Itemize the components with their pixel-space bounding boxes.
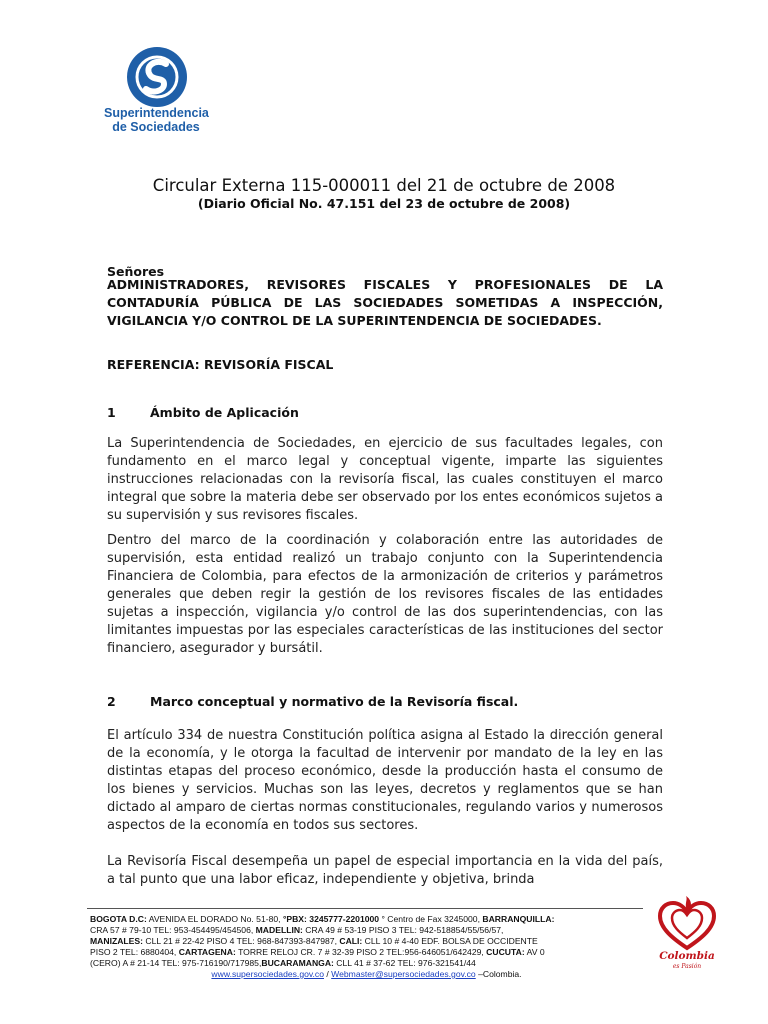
campaign-subtext: es Pasión xyxy=(672,963,702,970)
paragraph: El artículo 334 de nuestra Constitución política asigna al Estado la dirección general de la economía, y le otorga la facultad de intervenir por mandato de la ley en las distintas etapas del proceso económico, desde la producción hasta el consumo de los bienes y servicios. Muchas son las leyes, decretos y reglamentos que se han dictado al amparo de ciertas normas constitucionales, regulando varios y numerosos aspectos de la economía en todos sus sectores. xyxy=(107,728,663,833)
heart-flame-icon xyxy=(652,896,722,952)
footer-line: PISO 2 TEL: 6880404, CARTAGENA: TORRE RELOJ CR. 7 # 32-39 PISO 2 TEL:956-646051/642429, CUCUTA: AV 0 xyxy=(90,947,545,957)
section-number: 2 xyxy=(107,694,116,709)
footer-line: CRA 57 # 79-10 TEL: 953-454495/454506, MADELLIN: CRA 49 # 53-19 PISO 3 TEL: 942-518854/55/56/57, xyxy=(90,925,504,935)
document-title: Circular Externa 115-000011 del 21 de octubre de 2008 xyxy=(152,176,616,195)
supersociedades-emblem-icon xyxy=(126,46,188,108)
footer-line: MANIZALES: CLL 21 # 22-42 PISO 4 TEL: 968-847393-847987, CALI: CLL 10 # 4-40 EDF. BOLSA DE OCCIDENTE xyxy=(90,936,538,946)
footer-contact-info xyxy=(90,914,643,980)
campaign-text: Colombia xyxy=(659,950,715,962)
footer-line: (CERO) A # 21-14 TEL: 975-716190/717985,BUCARAMANGA: CLL 41 # 37-62 TEL: 976-321541/44 xyxy=(90,958,476,968)
section-title: Marco conceptual y normativo de la Revisoría fiscal. xyxy=(150,694,519,709)
reference: REFERENCIA: REVISORÍA FISCAL xyxy=(107,357,334,372)
paragraph: La Revisoría Fiscal desempeña un papel de especial importancia en la vida del país, a tal punto que una labor eficaz, independiente y objetiva, brinda xyxy=(107,854,663,887)
salutation: Señores xyxy=(107,264,165,279)
section-number: 1 xyxy=(107,405,116,420)
footer-links: www.supersociedades.gov.co / Webmaster@supersociedades.gov.co –Colombia. xyxy=(211,969,522,979)
supersociedades-logo xyxy=(104,46,244,136)
brand-name-line2: de Sociedades xyxy=(112,120,200,134)
section-title: Ámbito de Aplicación xyxy=(150,405,299,420)
footer-line: BOGOTA D.C: AVENIDA EL DORADO No. 51-80, °PBX: 3245777-2201000 ° Centro de Fax 3245000, BARRANQUILLA: xyxy=(90,914,555,924)
document-subtitle: (Diario Oficial No. 47.151 del 23 de octubre de 2008) xyxy=(197,196,571,211)
addressee: ADMINISTRADORES, REVISORES FISCALES Y PROFESIONALES DE LA CONTADURÍA PÚBLICA DE LAS SOCIEDADES SOMETIDAS A INSPECCIÓN, VIGILANCIA Y/O CONTROL DE LA SUPERINTENDENCIA DE SOCIEDADES. xyxy=(107,277,663,328)
footer-divider xyxy=(87,908,643,909)
brand-name-line1: Superintendencia xyxy=(104,106,209,120)
email-link[interactable]: Webmaster@supersociedades.gov.co xyxy=(331,969,476,979)
website-link[interactable]: www.supersociedades.gov.co xyxy=(211,969,324,979)
colombia-es-pasion-logo xyxy=(652,896,722,976)
paragraph: Dentro del marco de la coordinación y colaboración entre las autoridades de supervisión, esta entidad realizó un trabajo conjunto con la Superintendencia Financiera de Colombia, para efectos de la armonización de criterios y parámetros generales que deben regir la gestión de los revisores fiscales de las entidades sujetas a inspección, vigilancia y/o control de las dos superintendencias, con las limitantes impuestas por las especiales características de las instituciones del sector financiero, asegurador y bursátil. xyxy=(107,533,663,656)
paragraph: La Superintendencia de Sociedades, en ejercicio de sus facultades legales, con fundamento en el marco legal y conceptual vigente, imparte las siguientes instrucciones relacionadas con la revisoría fiscal, las cuales constituyen el marco integral que sobre la materia debe ser observado por los entes económicos sujetos a su supervisión y sus revisores fiscales. xyxy=(107,436,663,523)
